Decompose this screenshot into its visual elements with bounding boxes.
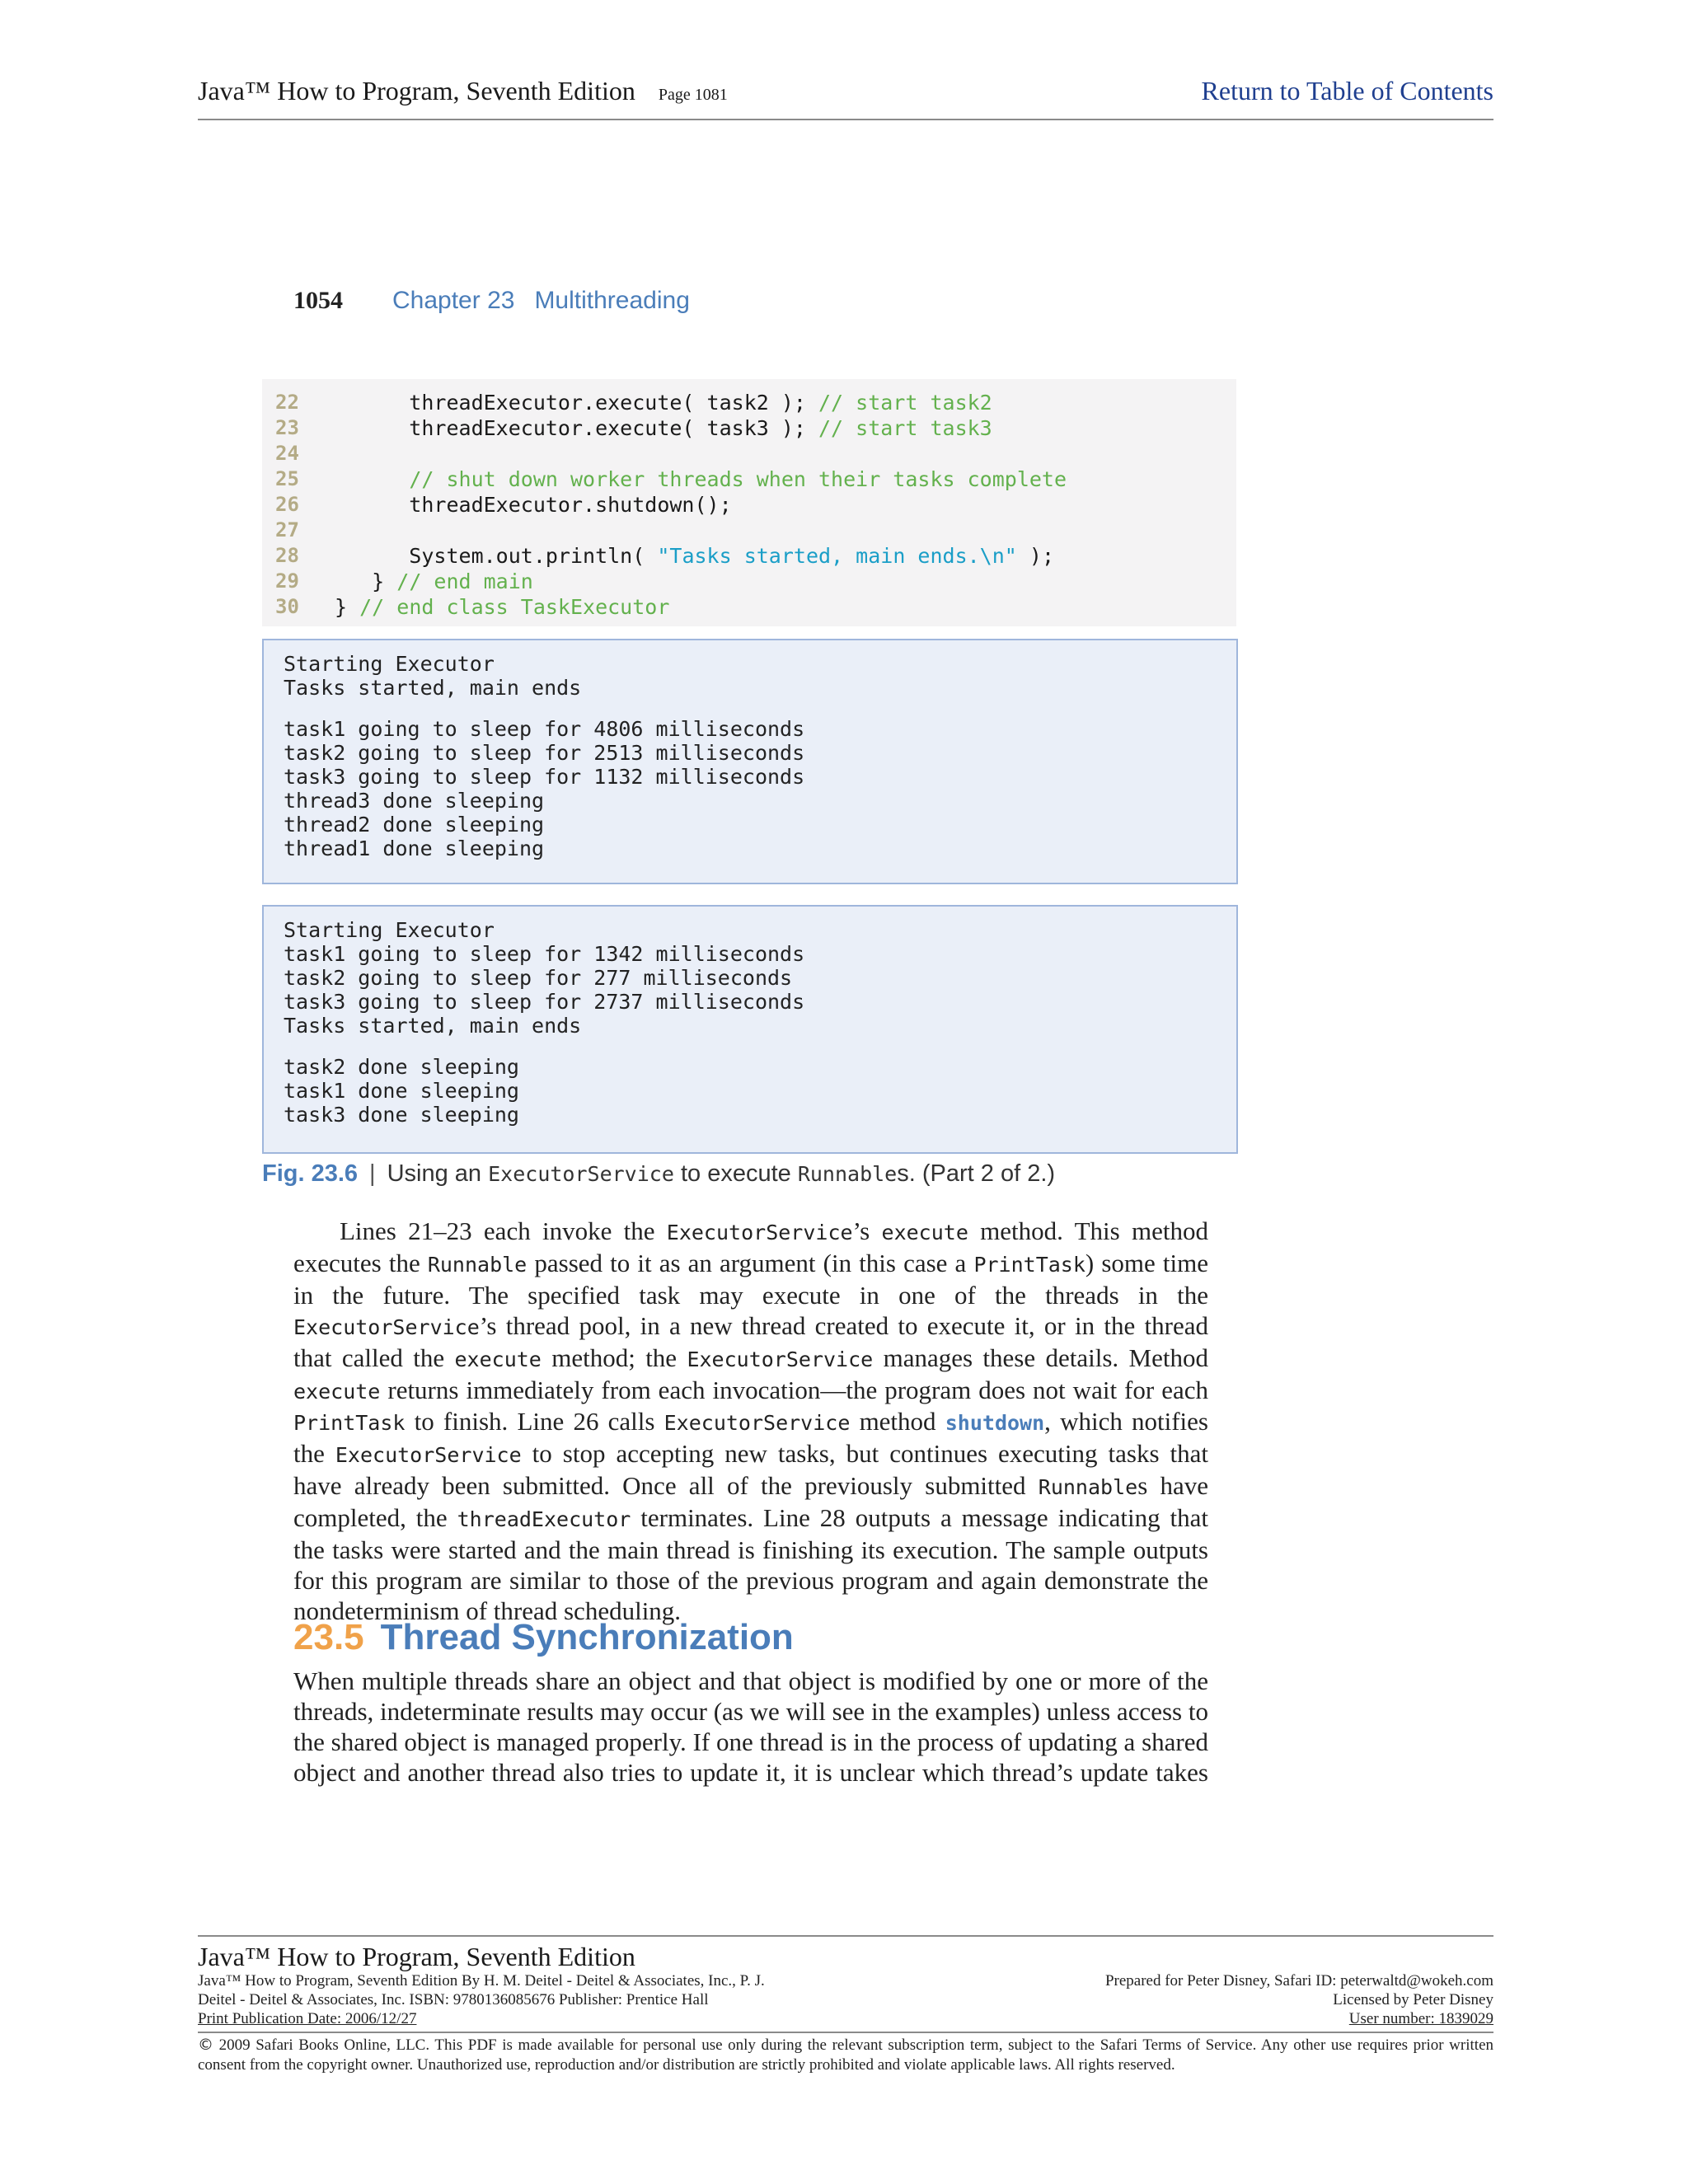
inline-code: ExecutorService <box>666 1221 853 1244</box>
footer-line: Deitel - Deitel & Associates, Inc. ISBN: 9780136085676 Publisher: Prentice Hall <box>198 1991 709 2008</box>
line-number: 23 <box>275 416 299 439</box>
code-string: "Tasks started, main ends.\n" <box>657 544 1017 568</box>
output-line: Starting Executor <box>284 918 495 942</box>
caption-text: s. (Part 2 of 2.) <box>897 1160 1056 1187</box>
body-paragraph-1 <box>293 1216 1208 1627</box>
output-line: task3 done sleeping <box>284 1103 519 1127</box>
output-line: task3 going to sleep for 2737 milliseconds <box>284 990 805 1014</box>
caption-text: to execute <box>673 1160 798 1187</box>
footer-line: Licensed by Peter Disney <box>1333 1991 1493 2008</box>
paragraph-text: returns immediately from each invocation—the program does not wait for each <box>380 1375 1208 1404</box>
program-output-2 <box>262 905 1238 1154</box>
line-number: 25 <box>275 467 299 490</box>
line-number: 28 <box>275 544 299 567</box>
code-text <box>335 467 409 491</box>
output-line: task1 done sleeping <box>284 1079 519 1103</box>
inline-code: threadExecutor <box>457 1507 631 1532</box>
code-text: threadExecutor.shutdown(); <box>335 493 732 517</box>
code-text: ); <box>1016 544 1054 568</box>
paragraph-text: passed to it as an argument (in this case a <box>527 1248 974 1277</box>
inline-code: ExecutorService <box>293 1315 480 1339</box>
output-line: task2 going to sleep for 277 milliseconds <box>284 966 793 990</box>
section-heading <box>293 1617 794 1658</box>
code-comment: // end class TaskExecutor <box>359 595 670 619</box>
paragraph-text: ’s <box>852 1216 882 1245</box>
footer-line: Java™ How to Program, Seventh Edition By H. M. Deitel - Deitel & Associates, Inc., P. J. <box>198 1972 765 1990</box>
body-paragraph-2: When multiple threads share an object and that object is modified by one or more of the threads, indeterminate results may occur (as we will see in the examples) unless access to the shared object is managed properly. If one thread is in the process of updating a shared object and another thread also tries to update it, it is unclear which thread’s update takes <box>293 1666 1208 1787</box>
inline-code: PrintTask <box>973 1252 1085 1277</box>
section-title: Thread Synchronization <box>380 1617 794 1657</box>
inline-code: execute <box>454 1347 542 1371</box>
inline-code: execute <box>293 1379 381 1404</box>
code-text: } <box>335 595 360 619</box>
figure-label: Fig. 23.6 <box>262 1160 359 1187</box>
copyright-text: 2009 Safari Books Online, LLC. This PDF is made available for personal use only during the relevant subscription term, subject to the Safari Terms of Service. Any other use requires prior written consent from the copyright owner. Unauthorized use, reproduction and/or distribution are strictly prohibited and violate applicable laws. All rights reserved. <box>198 2036 1494 2074</box>
page-ref: Page 1081 <box>658 86 728 104</box>
footer-title: Java™ How to Program, Seventh Edition <box>198 1935 1493 1972</box>
paragraph-text: , which notifies the <box>293 1407 1208 1469</box>
output-line: Tasks started, main ends <box>284 676 582 700</box>
footer-copyright <box>198 2032 1493 2075</box>
book-title: Java™ How to Program, Seventh Edition <box>198 76 635 105</box>
chapter-name: Multithreading <box>534 287 690 314</box>
program-output-1 <box>262 639 1238 884</box>
paragraph-text: to stop accepting new tasks, but continues executing tasks that have already been submitted. Once all of the previously submitted <box>293 1439 1208 1501</box>
paragraph-text: Lines 21–23 each invoke the <box>340 1216 667 1245</box>
line-number: 30 <box>275 595 299 618</box>
inline-code: execute <box>881 1221 968 1244</box>
paragraph-text: method <box>850 1407 945 1436</box>
footer-left <box>198 1971 765 2028</box>
paragraph-text: ’s thread pool, in a new thread created to execute it, or in the thread that called the <box>293 1310 1208 1372</box>
footer-line: User number: 1839029 <box>1348 2010 1493 2027</box>
book-page-number: 1054 <box>293 287 343 314</box>
inline-code: ExecutorService <box>335 1443 522 1468</box>
inline-keyword: shutdown <box>945 1411 1045 1436</box>
inline-code: ExecutorService <box>663 1411 851 1436</box>
copyright-symbol: © <box>198 2036 213 2054</box>
output-line: task2 done sleeping <box>284 1055 519 1079</box>
output-line: Starting Executor <box>284 652 495 676</box>
line-number: 24 <box>275 442 299 465</box>
line-number: 22 <box>275 391 299 414</box>
paragraph-text: method. This method executes the <box>293 1216 1208 1277</box>
code-comment: // start task2 <box>818 391 992 415</box>
caption-separator: | <box>369 1160 376 1187</box>
paragraph-text: terminates. Line 28 outputs a message indicating that the tasks were started and the main thread is finishing its execution. The sample outputs for this program are similar to those of the previous program and again demonstrate the nondeterminism of thread scheduling. <box>293 1503 1208 1625</box>
output-line: task1 going to sleep for 1342 milliseconds <box>284 942 805 966</box>
chapter-label: Chapter 23 <box>392 287 515 314</box>
paragraph-text: s have completed, the <box>293 1471 1208 1533</box>
header-title <box>198 76 728 106</box>
toc-link[interactable]: Return to Table of Contents <box>1201 76 1493 105</box>
paragraph-text: method; the <box>541 1343 687 1372</box>
output-line: thread2 done sleeping <box>284 813 545 837</box>
paragraph-text: ) some time in the future. The specified task may execute in one of the threads in the <box>293 1248 1208 1310</box>
code-text: } <box>335 569 397 593</box>
code-comment: // shut down worker threads when their tasks complete <box>409 467 1067 491</box>
line-number: 27 <box>275 518 299 541</box>
footer-line: Print Publication Date: 2006/12/27 <box>198 2010 417 2027</box>
code-text: threadExecutor.execute( task3 ); <box>335 416 818 440</box>
output-line: thread3 done sleeping <box>284 789 545 813</box>
page-header <box>198 76 1493 120</box>
inline-code: PrintTask <box>293 1411 406 1436</box>
output-line: Tasks started, main ends <box>284 1014 582 1038</box>
code-text: System.out.println( <box>335 544 658 568</box>
paragraph-text: manages these details. Method <box>873 1343 1208 1372</box>
code-listing <box>262 379 1236 626</box>
output-line: task3 going to sleep for 1132 milliseconds <box>284 765 805 789</box>
inline-code: ExecutorService <box>687 1347 874 1371</box>
output-line: task2 going to sleep for 2513 milliseconds <box>284 741 805 765</box>
caption-code: ExecutorService <box>488 1162 674 1186</box>
book-running-header <box>293 287 690 315</box>
code-text: threadExecutor.execute( task2 ); <box>335 391 818 415</box>
figure-caption <box>262 1160 1055 1188</box>
code-comment: // end main <box>396 569 533 593</box>
footer-line: Prepared for Peter Disney, Safari ID: peterwaltd@wokeh.com <box>1104 1972 1493 1990</box>
caption-code: Runnable <box>797 1162 898 1186</box>
line-number: 26 <box>275 493 299 516</box>
output-line: task1 going to sleep for 4806 milliseconds <box>284 717 805 741</box>
footer-right <box>1105 1971 1493 2028</box>
output-line: thread1 done sleeping <box>284 837 545 860</box>
code-comment: // start task3 <box>818 416 992 440</box>
inline-code: Runnable <box>1038 1475 1138 1500</box>
line-number: 29 <box>275 569 299 593</box>
inline-code: Runnable <box>427 1252 528 1277</box>
paragraph-text: to finish. Line 26 calls <box>405 1407 664 1436</box>
section-number: 23.5 <box>293 1617 364 1657</box>
caption-text: Using an <box>387 1160 489 1187</box>
